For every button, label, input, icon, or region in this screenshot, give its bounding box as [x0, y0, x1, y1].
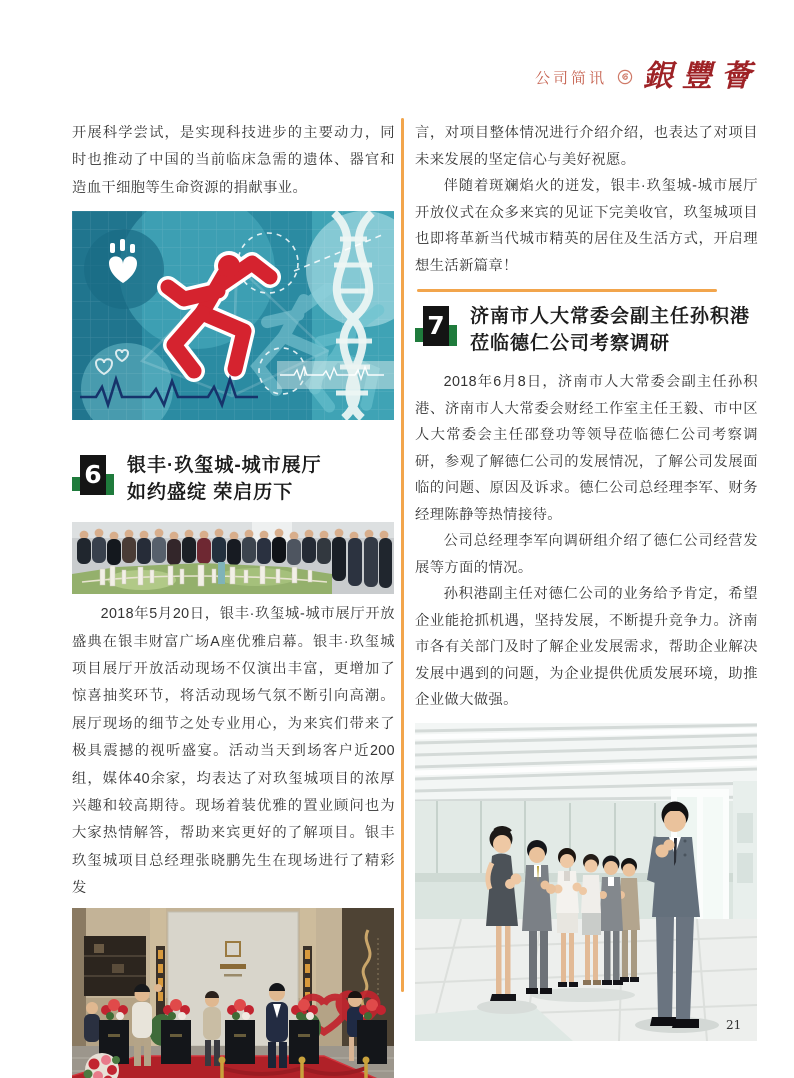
section6-heading	[72, 452, 395, 506]
section7-number-badge	[415, 306, 457, 346]
continued-paragraph: 言，对项目整体情况进行介绍介绍，也表达了对项目未来发展的坚定信心与美好祝愿。	[415, 125, 758, 168]
intro-paragraph: 开展科学尝试，是实现科技进步的主要动力，同时也推动了中国的当前临床急需的遗体、器官和造血干细胞等生命资源的捐献事业。	[72, 125, 395, 196]
section-divider-rule	[417, 289, 717, 292]
section-label: 公司简讯	[534, 69, 607, 87]
science-illustration-image	[72, 211, 395, 420]
badge-number: 7	[423, 306, 449, 346]
page-number: 21	[726, 1018, 742, 1032]
section7-paragraph2: 公司总经理李军向调研组介绍了德仁公司经营发展等方面的情况。	[415, 533, 758, 576]
section6-number-badge	[72, 455, 114, 495]
closing-paragraph: 伴随着斑斓焰火的迸发，银丰·玖玺城-城市展厅开放仪式在众多来宾的见证下完美收官，玖玺城项目也即将革新当代城市精英的居住及生活方式，开启理想生活新篇章！	[415, 178, 758, 274]
brand-calligraphy: 銀豐薈	[643, 59, 760, 94]
section7-paragraph1: 2018年6月8日，济南市人大常委会副主任孙积港、济南市人大常委会财经工作室主任王毅、市中区人大常委会主任邵登功等领导莅临德仁公司考察调研，参观了解德仁公司的发展情况，了解公司发展面临的问题、原因及诉求。德仁公司总经理李军、财务经理陈静等热情接待。	[415, 374, 758, 523]
section7-paragraph3: 孙积港副主任对德仁公司的业务给予肯定，希望企业能抢抓机遇，坚持发展，不断提升竞争力。济南市各有关部门及时了解企业发展需求，帮助企业解决发展中遇到的问题，为企业提供优质发展环境，助推企业做大做强。	[415, 586, 758, 708]
section6-paragraph: 2018年5月20日，银丰·玖玺城-城市展厅开放盛典在银丰财富广场A座优雅启幕。银丰·玖玺城项目展厅开放活动现场不仅演出丰富，更增加了惊喜抽奖环节，将活动现场气氛不断引向高潮。展厅现场的细节之处专业用心，为来宾们带来了极具震撼的视听盛宴。活动当天到场客户近200组，媒体40余家，均表达了对玖玺城项目的浓厚兴趣和较高期待。现场着装优雅的置业顾问也为大家热情解答，帮助来宾更好的了解项目。银丰玖玺城项目总经理张晓鹏先生在现场进行了精彩发	[72, 606, 395, 897]
section7-heading	[415, 303, 758, 357]
badge-number: 6	[80, 455, 106, 495]
swirl-icon	[617, 69, 633, 85]
column-divider	[401, 118, 404, 992]
badge-green-right	[106, 474, 114, 495]
section6-title: 银丰·玖玺城-城市展厅 如约盛绽 荣启历下	[127, 455, 322, 504]
badge-green-right	[449, 325, 457, 346]
right-column	[415, 116, 758, 1041]
badge-green-left	[415, 328, 423, 342]
page-header	[534, 59, 760, 94]
section7-title: 济南市人大常委会副主任孙积港 莅临德仁公司考察调研	[470, 306, 751, 354]
exhibition-crowd-photo	[72, 522, 395, 594]
left-column	[72, 116, 395, 1078]
opening-ceremony-photo	[72, 908, 395, 1078]
badge-green-left	[72, 477, 80, 491]
business-team-photo	[415, 723, 758, 1041]
